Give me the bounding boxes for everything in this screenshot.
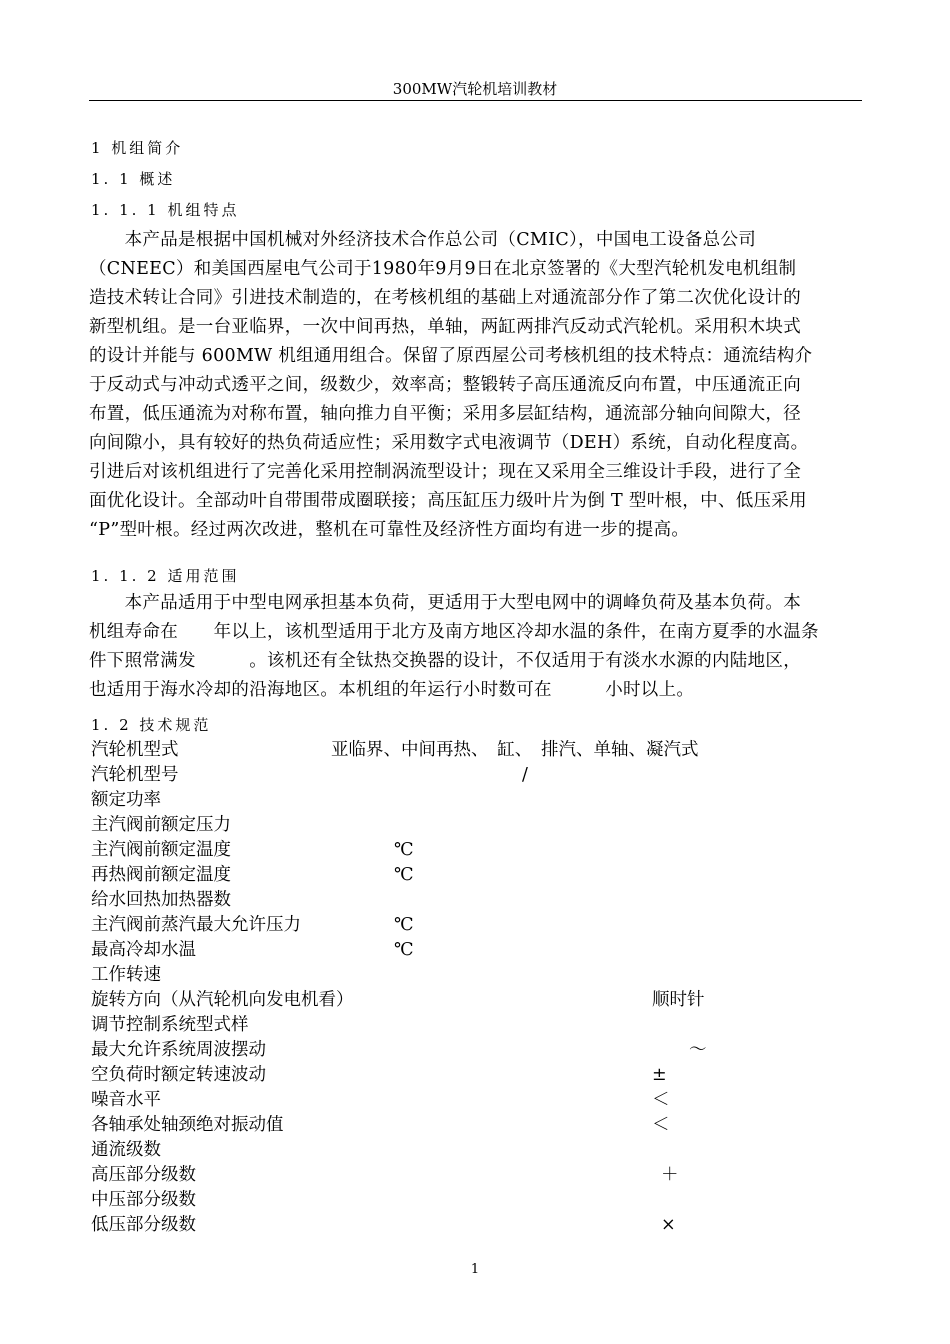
spec-label: 额定功率 <box>91 790 161 810</box>
spec-row-ip-stages <box>91 1188 871 1213</box>
text-line: 引进后对该机组进行了完善化采用控制涡流型设计；现在又采用全三维设计手段，进行了全 <box>89 462 801 482</box>
spec-row-frequency-swing <box>91 1038 871 1063</box>
spec-value: 亚临界、中间再热、 缸、 排汽、单轴、凝汽式 <box>331 740 699 760</box>
text-line: 布置，低压通流为对称布置，轴向推力自平衡；采用多层缸结构，通流部分轴向间隙大，径 <box>89 404 801 424</box>
spec-value: ℃ <box>394 840 414 860</box>
text-line: 的设计并能与 600MW 机组通用组合。保留了原西屋公司考核机组的技术特点：通流结构介 <box>89 346 813 366</box>
spec-label: 主汽阀前蒸汽最大允许压力 <box>91 915 301 935</box>
spec-label: 给水回热加热器数 <box>91 890 231 910</box>
spec-row-main-steam-temp <box>91 838 871 863</box>
text-line: 新型机组。是一台亚临界，一次中间再热，单轴，两缸两排汽反动式汽轮机。采用积木块式 <box>89 317 801 337</box>
heading-1: 1 机组简介 <box>91 139 184 157</box>
spec-row-working-speed <box>91 963 871 988</box>
spec-row-stage-count <box>91 1138 871 1163</box>
spec-label: 主汽阀前额定压力 <box>91 815 231 835</box>
page-number: 1 <box>470 1262 480 1277</box>
header-divider <box>89 100 862 101</box>
text-line: 于反动式与冲动式透平之间，级数少，效率高；整锻转子高压通流反向布置，中压通流正向 <box>89 375 801 395</box>
spec-label: 最大允许系统周波摆动 <box>91 1040 266 1060</box>
spec-label: 主汽阀前额定温度 <box>91 840 231 860</box>
spec-label: 低压部分级数 <box>91 1215 196 1235</box>
spec-row-rated-power <box>91 788 871 813</box>
text-line: 向间隙小，具有较好的热负荷适应性；采用数字式电液调节（DEH）系统，自动化程度高。 <box>89 433 809 453</box>
spec-label: 空负荷时额定转速波动 <box>91 1065 266 1085</box>
spec-value: 顺时针 <box>652 990 705 1010</box>
spec-value: ℃ <box>394 915 414 935</box>
spec-value: ＋ <box>661 1165 679 1185</box>
spec-value: / <box>522 765 528 785</box>
spec-value: ＜ <box>652 1090 670 1110</box>
spec-value: ～ <box>689 1040 707 1060</box>
text-line: 件下照常满发 。该机还有全钛热交换器的设计，不仅适用于有淡水水源的内陆地区， <box>89 651 801 671</box>
spec-label: 旋转方向（从汽轮机向发电机看） <box>91 990 354 1010</box>
spec-value: ℃ <box>394 940 414 960</box>
spec-label: 噪音水平 <box>91 1090 161 1110</box>
spec-row-bearing-vibration <box>91 1113 871 1138</box>
spec-row-max-steam-pressure <box>91 913 871 938</box>
spec-row-lp-stages <box>91 1213 871 1238</box>
text-line: （CNEEC）和美国西屋电气公司于1980年9月9日在北京签署的《大型汽轮机发电机组制 <box>89 259 797 279</box>
spec-row-reheat-temp <box>91 863 871 888</box>
paragraph-features <box>89 226 869 545</box>
spec-row-turbine-type <box>91 738 871 763</box>
spec-label: 汽轮机型号 <box>91 765 179 785</box>
heading-1-1-1: 1. 1. 1 机组特点 <box>91 201 240 219</box>
text-line: 面优化设计。全部动叶自带围带成圈联接；高压缸压力级叶片为倒 T 型叶根，中、低压采用 <box>89 491 807 511</box>
spec-row-noise-level <box>91 1088 871 1113</box>
spec-row-speed-fluctuation <box>91 1063 871 1088</box>
spec-value: × <box>661 1215 676 1235</box>
spec-label: 再热阀前额定温度 <box>91 865 231 885</box>
heading-1-2: 1. 2 技术规范 <box>91 716 212 734</box>
spec-label: 调节控制系统型式样 <box>91 1015 249 1035</box>
spec-label: 最高冷却水温 <box>91 940 196 960</box>
text-line: 造技术转让合同》引进技术制造的，在考核机组的基础上对通流部分作了第二次优化设计的 <box>89 288 801 308</box>
spec-row-hp-stages <box>91 1163 871 1188</box>
paragraph-scope <box>89 589 869 705</box>
text-line: 本产品适用于中型电网承担基本负荷，更适用于大型电网中的调峰负荷及基本负荷。本 <box>89 593 801 613</box>
heading-1-1-2: 1. 1. 2 适用范围 <box>91 567 240 585</box>
spec-row-main-steam-pressure <box>91 813 871 838</box>
text-line: “P”型叶根。经过两次改进，整机在可靠性及经济性方面均有进一步的提高。 <box>89 520 690 540</box>
spec-value: ± <box>652 1065 667 1085</box>
spec-row-heater-count <box>91 888 871 913</box>
spec-label: 汽轮机型式 <box>91 740 179 760</box>
spec-row-rotation-direction <box>91 988 871 1013</box>
text-line: 本产品是根据中国机械对外经济技术合作总公司（CMIC），中国电工设备总公司 <box>89 230 757 250</box>
spec-label: 通流级数 <box>91 1140 161 1160</box>
spec-row-control-system <box>91 1013 871 1038</box>
text-line: 机组寿命在 年以上，该机型适用于北方及南方地区冷却水温的条件，在南方夏季的水温条 <box>89 622 819 642</box>
spec-label: 中压部分级数 <box>91 1190 196 1210</box>
spec-row-turbine-model <box>91 763 871 788</box>
text-line: 也适用于海水冷却的沿海地区。本机组的年运行小时数可在 小时以上。 <box>89 680 695 700</box>
spec-value: ℃ <box>394 865 414 885</box>
spec-label: 高压部分级数 <box>91 1165 196 1185</box>
spec-value: ＜ <box>652 1115 670 1135</box>
spec-row-max-cooling-temp <box>91 938 871 963</box>
spec-label: 各轴承处轴颈绝对振动值 <box>91 1115 284 1135</box>
page-header: 300MW汽轮机培训教材 <box>392 80 558 98</box>
heading-1-1: 1. 1 概述 <box>91 170 176 188</box>
spec-label: 工作转速 <box>91 965 161 985</box>
